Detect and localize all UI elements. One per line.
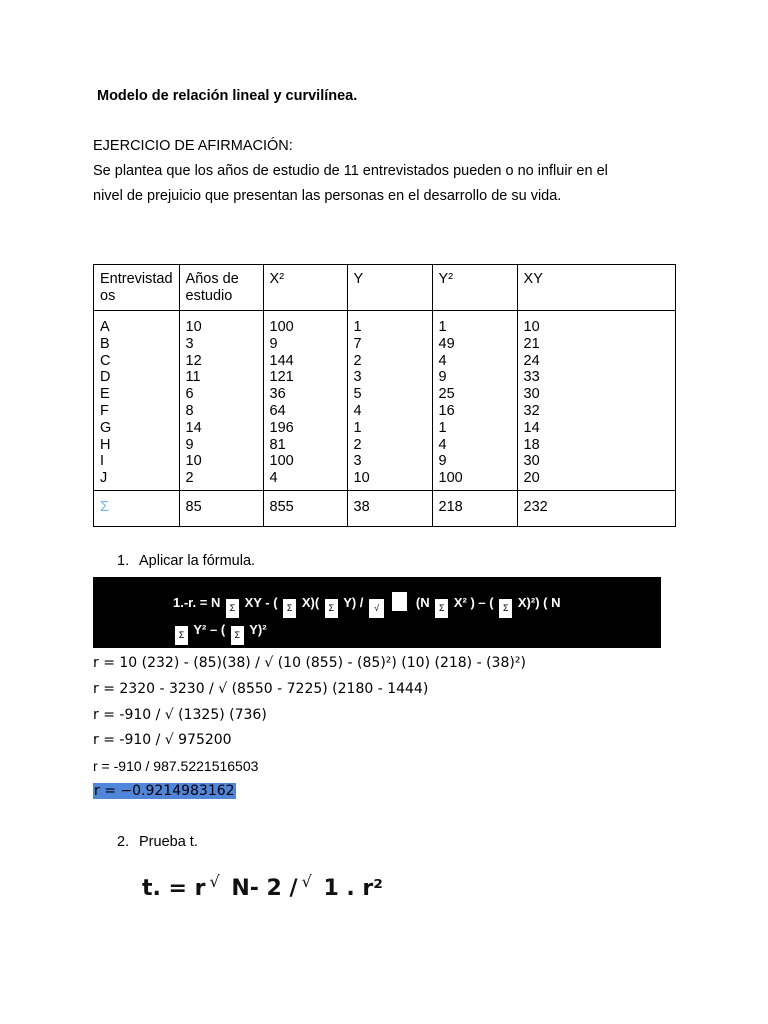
- header-entrevistados: Entrevistad os: [94, 265, 180, 311]
- table-cell: 64: [269, 402, 286, 419]
- step-1-number: 1.: [117, 553, 130, 569]
- sum-anos-estudio: 85: [179, 491, 263, 527]
- formula-image: [93, 577, 661, 648]
- table-cell: I: [100, 453, 105, 470]
- table-cell: 9: [438, 453, 447, 470]
- table-cell: 4: [269, 470, 278, 487]
- table-cell: 25: [438, 386, 455, 403]
- formula-part: Y) /: [343, 595, 364, 610]
- data-table: [93, 264, 676, 527]
- table-cell: 9: [185, 436, 194, 453]
- table-cell: 7: [353, 335, 362, 352]
- t-formula-part: 1 . r²: [323, 876, 383, 901]
- table-cell: 1: [353, 419, 362, 436]
- table-cell: 196: [269, 419, 294, 436]
- formula-part: Y² – (: [193, 622, 226, 637]
- header-anos-estudio: Años de estudio: [179, 265, 263, 311]
- formula-line-2: [173, 622, 267, 645]
- table-cell: J: [100, 470, 108, 487]
- placeholder-box-icon: [392, 592, 407, 611]
- table-cell: 24: [523, 352, 540, 369]
- equation-line-3: r = -910 / √ (1325) (736): [93, 707, 267, 723]
- table-cell: 21: [523, 335, 540, 352]
- table-cell: 10: [523, 319, 540, 335]
- formula-part: X)²) ( N: [517, 595, 561, 610]
- t-formula-part: t. = r: [142, 876, 206, 901]
- sum-icon: Σ: [499, 599, 512, 618]
- sum-y2: 218: [432, 491, 517, 527]
- column-anos-estudio: [179, 311, 263, 491]
- sum-xy: 232: [517, 491, 675, 527]
- table-cell: 8: [185, 402, 194, 419]
- formula-line-1: [173, 592, 560, 618]
- equation-line-4: r = -910 / √ 975200: [93, 732, 232, 748]
- sum-icon: Σ: [435, 599, 448, 618]
- table-cell: 9: [269, 335, 278, 352]
- table-cell: 10: [185, 453, 202, 470]
- table-cell: H: [100, 436, 111, 453]
- table-cell: F: [100, 402, 109, 419]
- formula-part: X² ) – (: [453, 595, 494, 610]
- column-entrevistados: [94, 311, 180, 491]
- table-cell: 18: [523, 436, 540, 453]
- highlighted-result-text: r = −0.9214983162: [94, 783, 235, 799]
- table-cell: 10: [185, 319, 202, 335]
- table-cell: G: [100, 419, 112, 436]
- table-cell: C: [100, 352, 111, 369]
- table-cell: 14: [523, 419, 540, 436]
- table-cell: 100: [438, 470, 463, 487]
- header-xy: XY: [517, 265, 675, 311]
- table-cell: A: [100, 319, 110, 335]
- table-cell: B: [100, 335, 110, 352]
- header-y: Y: [347, 265, 432, 311]
- sum-icon: Σ: [283, 599, 296, 618]
- table-cell: 81: [269, 436, 286, 453]
- exercise-heading: EJERCICIO DE AFIRMACIÓN:: [93, 138, 293, 154]
- table-cell: 1: [438, 419, 447, 436]
- square-root-icon: √: [209, 872, 220, 891]
- formula-part: XY - (: [244, 595, 278, 610]
- table-cell: 14: [185, 419, 202, 436]
- equation-line-2: r = 2320 - 3230 / √ (8550 - 7225) (2180 - 1444): [93, 681, 429, 697]
- table-cell: 3: [185, 335, 194, 352]
- table-cell: 3: [353, 369, 362, 386]
- column-xy: [517, 311, 675, 491]
- step-1-item: [117, 553, 255, 569]
- table-cell: 32: [523, 402, 540, 419]
- table-cell: 33: [523, 369, 540, 386]
- sum-symbol: [94, 491, 180, 527]
- sum-icon: Σ: [325, 599, 338, 618]
- table-cell: 9: [438, 369, 447, 386]
- table-cell: 4: [353, 402, 362, 419]
- table-cell: 11: [185, 369, 201, 386]
- sum-y: 38: [347, 491, 432, 527]
- table-cell: 4: [438, 352, 447, 369]
- formula-part: 1.-r. = N: [173, 595, 221, 610]
- sum-icon: Σ: [231, 626, 244, 645]
- sum-icon: Σ: [175, 626, 188, 645]
- table-cell: 12: [185, 352, 202, 369]
- sum-icon: Σ: [226, 599, 239, 618]
- table-cell: 16: [438, 402, 455, 419]
- table-cell: 144: [269, 352, 294, 369]
- table-cell: 10: [353, 470, 370, 487]
- table-cell: 2: [353, 436, 362, 453]
- step-2-item: [117, 834, 198, 850]
- column-x2: [263, 311, 347, 491]
- table-header-row: [94, 265, 676, 311]
- t-formula-part: N- 2 /: [231, 876, 298, 901]
- table-sum-row: [94, 491, 676, 527]
- table-cell: 2: [185, 470, 194, 487]
- sum-x2: 855: [263, 491, 347, 527]
- table-cell: 20: [523, 470, 540, 487]
- column-y2: [432, 311, 517, 491]
- equation-line-5: r = -910 / 987.5221516503: [93, 758, 259, 774]
- step-2-number: 2.: [117, 834, 130, 850]
- sigma-icon: Σ: [100, 498, 110, 515]
- table-cell: 4: [438, 436, 447, 453]
- table-cell: 2: [353, 352, 362, 369]
- equation-line-1: r = 10 (232) - (85)(38) / √ (10 (855) - (85)²) (10) (218) - (38)²): [93, 655, 526, 671]
- table-cell: 100: [269, 453, 294, 470]
- table-cell: 36: [269, 386, 286, 403]
- table-cell: 49: [438, 335, 455, 352]
- document-title: Modelo de relación lineal y curvilínea.: [97, 88, 358, 104]
- step-1-label: Aplicar la fórmula.: [139, 553, 256, 569]
- square-root-icon: √: [301, 872, 312, 891]
- table-cell: 6: [185, 386, 194, 403]
- table-cell: 121: [269, 369, 294, 386]
- table-cell: D: [100, 369, 111, 386]
- table-cell: 30: [523, 453, 540, 470]
- result-highlighted: [93, 783, 236, 799]
- column-y: [347, 311, 432, 491]
- table-cell: 100: [269, 319, 294, 335]
- header-x2: X²: [263, 265, 347, 311]
- table-cell: 1: [438, 319, 447, 335]
- formula-part: Y)²: [249, 622, 267, 637]
- table-cell: 5: [353, 386, 362, 403]
- t-test-formula-image: [142, 872, 383, 901]
- table-cell: 30: [523, 386, 540, 403]
- square-root-icon: √: [369, 599, 384, 618]
- formula-part: X)(: [301, 595, 320, 610]
- table-cell: 1: [353, 319, 362, 335]
- header-y2: Y²: [432, 265, 517, 311]
- formula-part: (N: [415, 595, 430, 610]
- step-2-label: Prueba t.: [139, 834, 198, 850]
- paragraph-line-1: Se plantea que los años de estudio de 11 entrevistados pueden o no influir en el: [93, 163, 608, 179]
- table-cell: E: [100, 386, 110, 403]
- table-row: [94, 311, 676, 491]
- paragraph-line-2: nivel de prejuicio que presentan las personas en el desarrollo de su vida.: [93, 188, 562, 204]
- table-cell: 3: [353, 453, 362, 470]
